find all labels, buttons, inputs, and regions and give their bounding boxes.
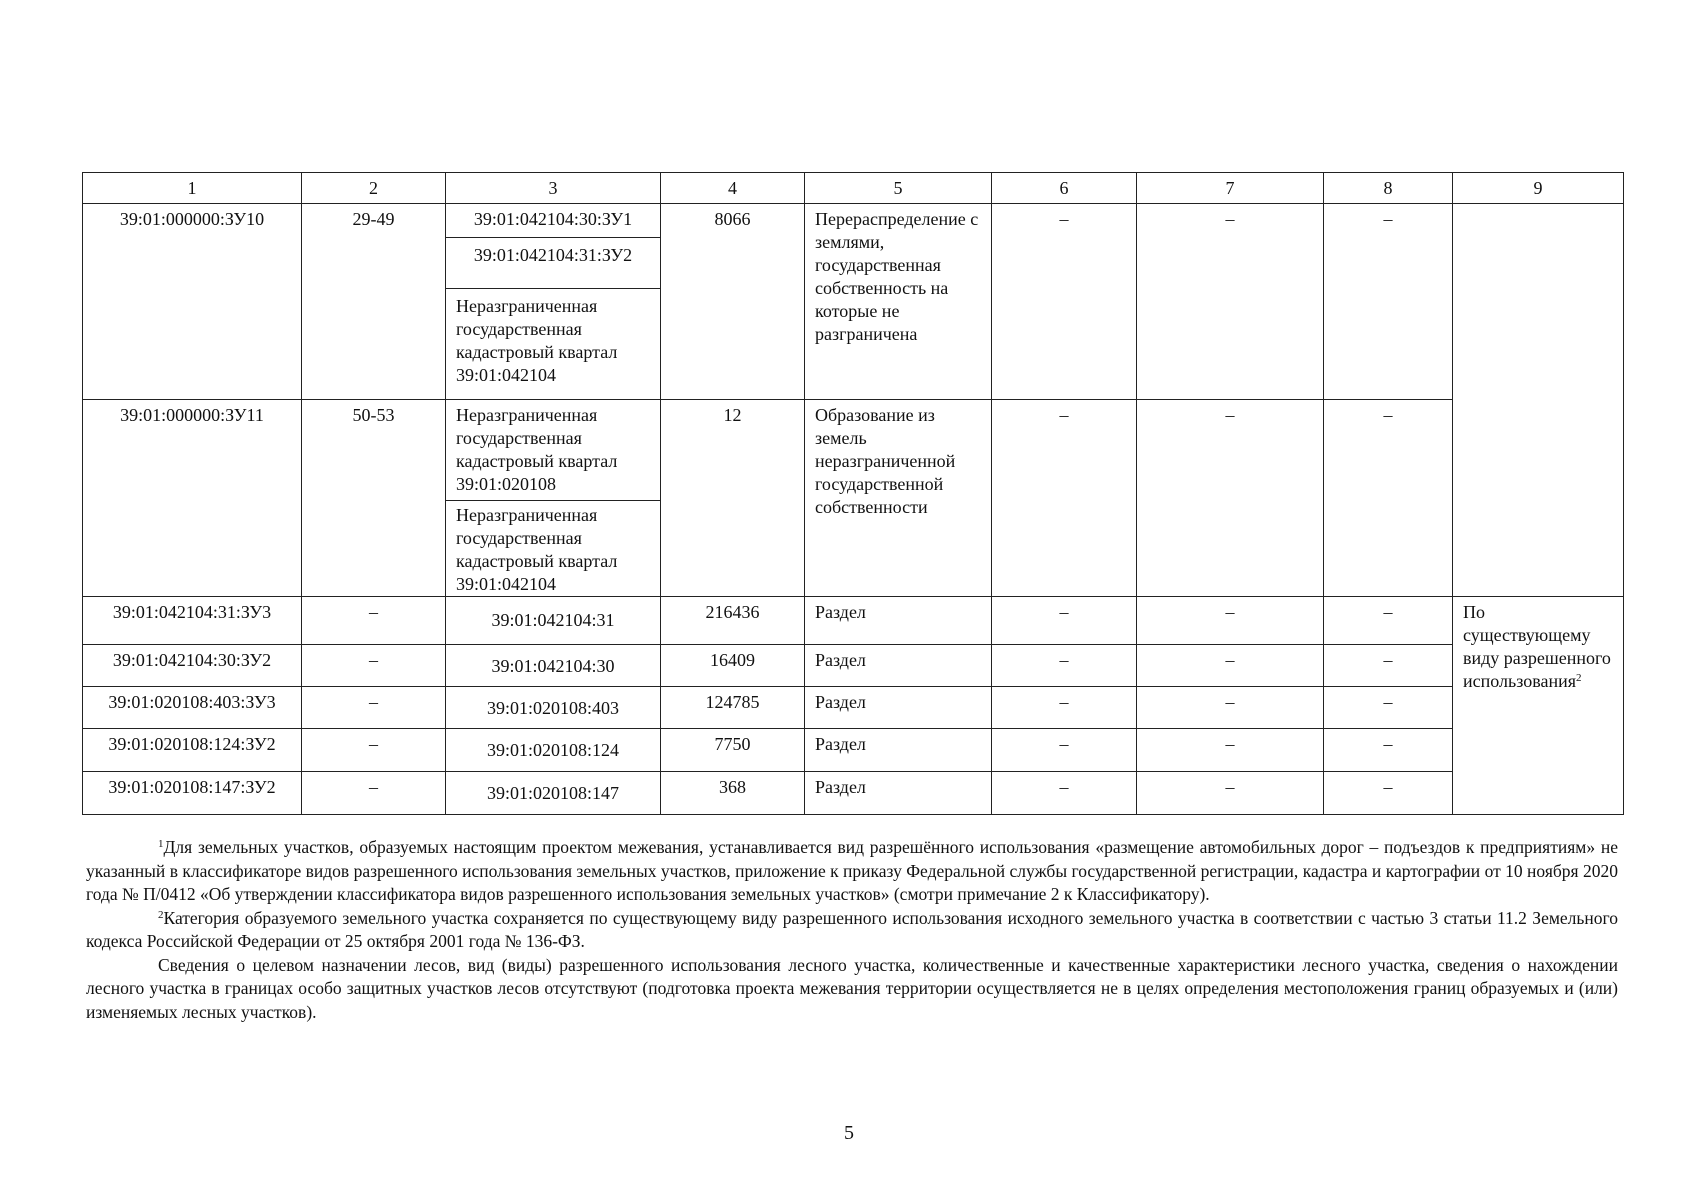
source-plot: 39:01:042104:31 (446, 597, 661, 645)
source-plot: 39:01:020108:403 (446, 687, 661, 729)
area-value: 12 (661, 400, 805, 597)
land-plots-table (82, 172, 1624, 815)
dash-cell: – (992, 729, 1137, 772)
formation-method: Перераспределение с землями, государственная собственность на которые не разграничена (805, 204, 992, 400)
header-cell: 4 (661, 173, 805, 204)
dash-cell: – (1324, 204, 1453, 400)
empty-cell (1453, 204, 1624, 597)
footnote-marker: 1 (158, 838, 164, 850)
area-value: 8066 (661, 204, 805, 400)
plot-designation: 39:01:042104:31:ЗУ3 (83, 597, 302, 645)
source-plot: 39:01:020108:124 (446, 729, 661, 772)
page-number: 5 (844, 1122, 854, 1144)
plot-designation: 39:01:020108:147:ЗУ2 (83, 772, 302, 815)
formation-method: Раздел (805, 687, 992, 729)
source-plots-cell (446, 400, 661, 597)
table-row (83, 400, 1624, 597)
source-plot: 39:01:042104:31:ЗУ2 (473, 245, 633, 265)
footnote-text: Категория образуемого земельного участка сохраняется по существующему виду разрешенного использования исходного земельного участка в соответствии с частью 3 статьи 11.2 Земельного кодекса Российской Федерации от 25 октября 2001 года № 136-ФЗ. (86, 907, 1618, 951)
dash-cell: – (302, 645, 446, 687)
dash-cell: – (1324, 400, 1453, 597)
header-cell: 8 (1324, 173, 1453, 204)
area-value: 216436 (661, 597, 805, 645)
source-plot: 39:01:042104:30:ЗУ1 (473, 209, 633, 229)
forest-note (86, 954, 1618, 1025)
area-value: 16409 (661, 645, 805, 687)
source-plot: Неразграниченная государственная кадастровый квартал 39:01:042104 (456, 505, 618, 594)
footnote-2 (86, 907, 1618, 954)
plot-designation: 39:01:042104:30:ЗУ2 (83, 645, 302, 687)
formation-method: Образование из земель неразграниченной государственной собственности (805, 400, 992, 597)
dash-cell: – (1137, 204, 1324, 400)
formation-method: Раздел (805, 729, 992, 772)
dash-cell: – (1324, 772, 1453, 815)
dash-cell: – (1324, 645, 1453, 687)
dash-cell: – (1324, 687, 1453, 729)
formation-method: Раздел (805, 772, 992, 815)
header-cell: 5 (805, 173, 992, 204)
source-plot: 39:01:020108:147 (446, 772, 661, 815)
dash-cell: – (1137, 645, 1324, 687)
dash-cell: – (302, 772, 446, 815)
footnote-text: Для земельных участков, образуемых настоящим проектом межевания, устанавливается вид разрешённого использования «размещение автомобильных дорог – подъездов к предприятиям» не указанный в классификаторе видов разрешенного использования земельных участков, приложение к приказу Федеральной службы государственной регистрации, кадастра и картографии от 10 ноября 2020 года № П/0412 «Об утверждении классификатора видов разрешенного использования земельных участков» (смотри примечание 2 к Классификатору). (86, 837, 1618, 904)
table-row (83, 687, 1624, 729)
header-cell: 1 (83, 173, 302, 204)
dash-cell: – (992, 597, 1137, 645)
dash-cell: – (992, 400, 1137, 597)
footnotes (86, 836, 1618, 1024)
dash-cell: – (1324, 729, 1453, 772)
dash-cell: – (992, 645, 1137, 687)
table-row (83, 729, 1624, 772)
dash-cell: – (302, 597, 446, 645)
dash-cell: – (302, 687, 446, 729)
footnote-marker: 2 (158, 908, 164, 921)
header-cell: 3 (446, 173, 661, 204)
formation-method: Раздел (805, 597, 992, 645)
area-value: 7750 (661, 729, 805, 772)
footnote-1 (86, 836, 1618, 907)
table-header-row (83, 173, 1624, 204)
table-row (83, 597, 1624, 645)
dash-cell: – (992, 687, 1137, 729)
table-row (83, 772, 1624, 815)
area-value: 124785 (661, 687, 805, 729)
header-cell: 2 (302, 173, 446, 204)
dash-cell: – (1324, 597, 1453, 645)
table-row (83, 645, 1624, 687)
dash-cell: – (1137, 400, 1324, 597)
dash-cell: – (992, 772, 1137, 815)
dash-cell: – (992, 204, 1137, 400)
source-plots-cell (446, 204, 661, 400)
permitted-use-cell (1453, 597, 1624, 815)
header-cell: 7 (1137, 173, 1324, 204)
header-cell: 9 (1453, 173, 1624, 204)
source-plot: Неразграниченная государственная кадастровый квартал 39:01:020108 (456, 405, 618, 494)
footnote-ref: 2 (1576, 672, 1582, 684)
dash-cell: – (1137, 729, 1324, 772)
permitted-use-text: По существующему виду разрешенного использования (1463, 602, 1611, 691)
source-plot: 39:01:042104:30 (446, 645, 661, 687)
note-text: Сведения о целевом назначении лесов, вид (виды) разрешенного использования лесного участка, количественные и качественные характеристики лесного участка, сведения о нахождении лесного участка в границах особо защитных участков лесов отсутствуют (подготовка проекта межевания территории осуществляется не в целях определения местоположения границ образуемых и (или) изменяемых лесных участков). (86, 954, 1618, 1022)
plot-designation: 39:01:020108:124:ЗУ2 (83, 729, 302, 772)
area-value: 368 (661, 772, 805, 815)
dash-cell: – (1137, 772, 1324, 815)
plot-designation: 39:01:020108:403:ЗУ3 (83, 687, 302, 729)
dash-cell: – (1137, 597, 1324, 645)
plot-designation: 39:01:000000:ЗУ10 (83, 204, 302, 400)
dash-cell: – (1137, 687, 1324, 729)
dash-cell: – (302, 729, 446, 772)
header-cell: 6 (992, 173, 1137, 204)
table-row (83, 204, 1624, 400)
formation-method: Раздел (805, 645, 992, 687)
point-numbers: 50-53 (302, 400, 446, 597)
point-numbers: 29-49 (302, 204, 446, 400)
plot-designation: 39:01:000000:ЗУ11 (83, 400, 302, 597)
source-plot: Неразграниченная государственная кадастровый квартал 39:01:042104 (456, 296, 618, 385)
